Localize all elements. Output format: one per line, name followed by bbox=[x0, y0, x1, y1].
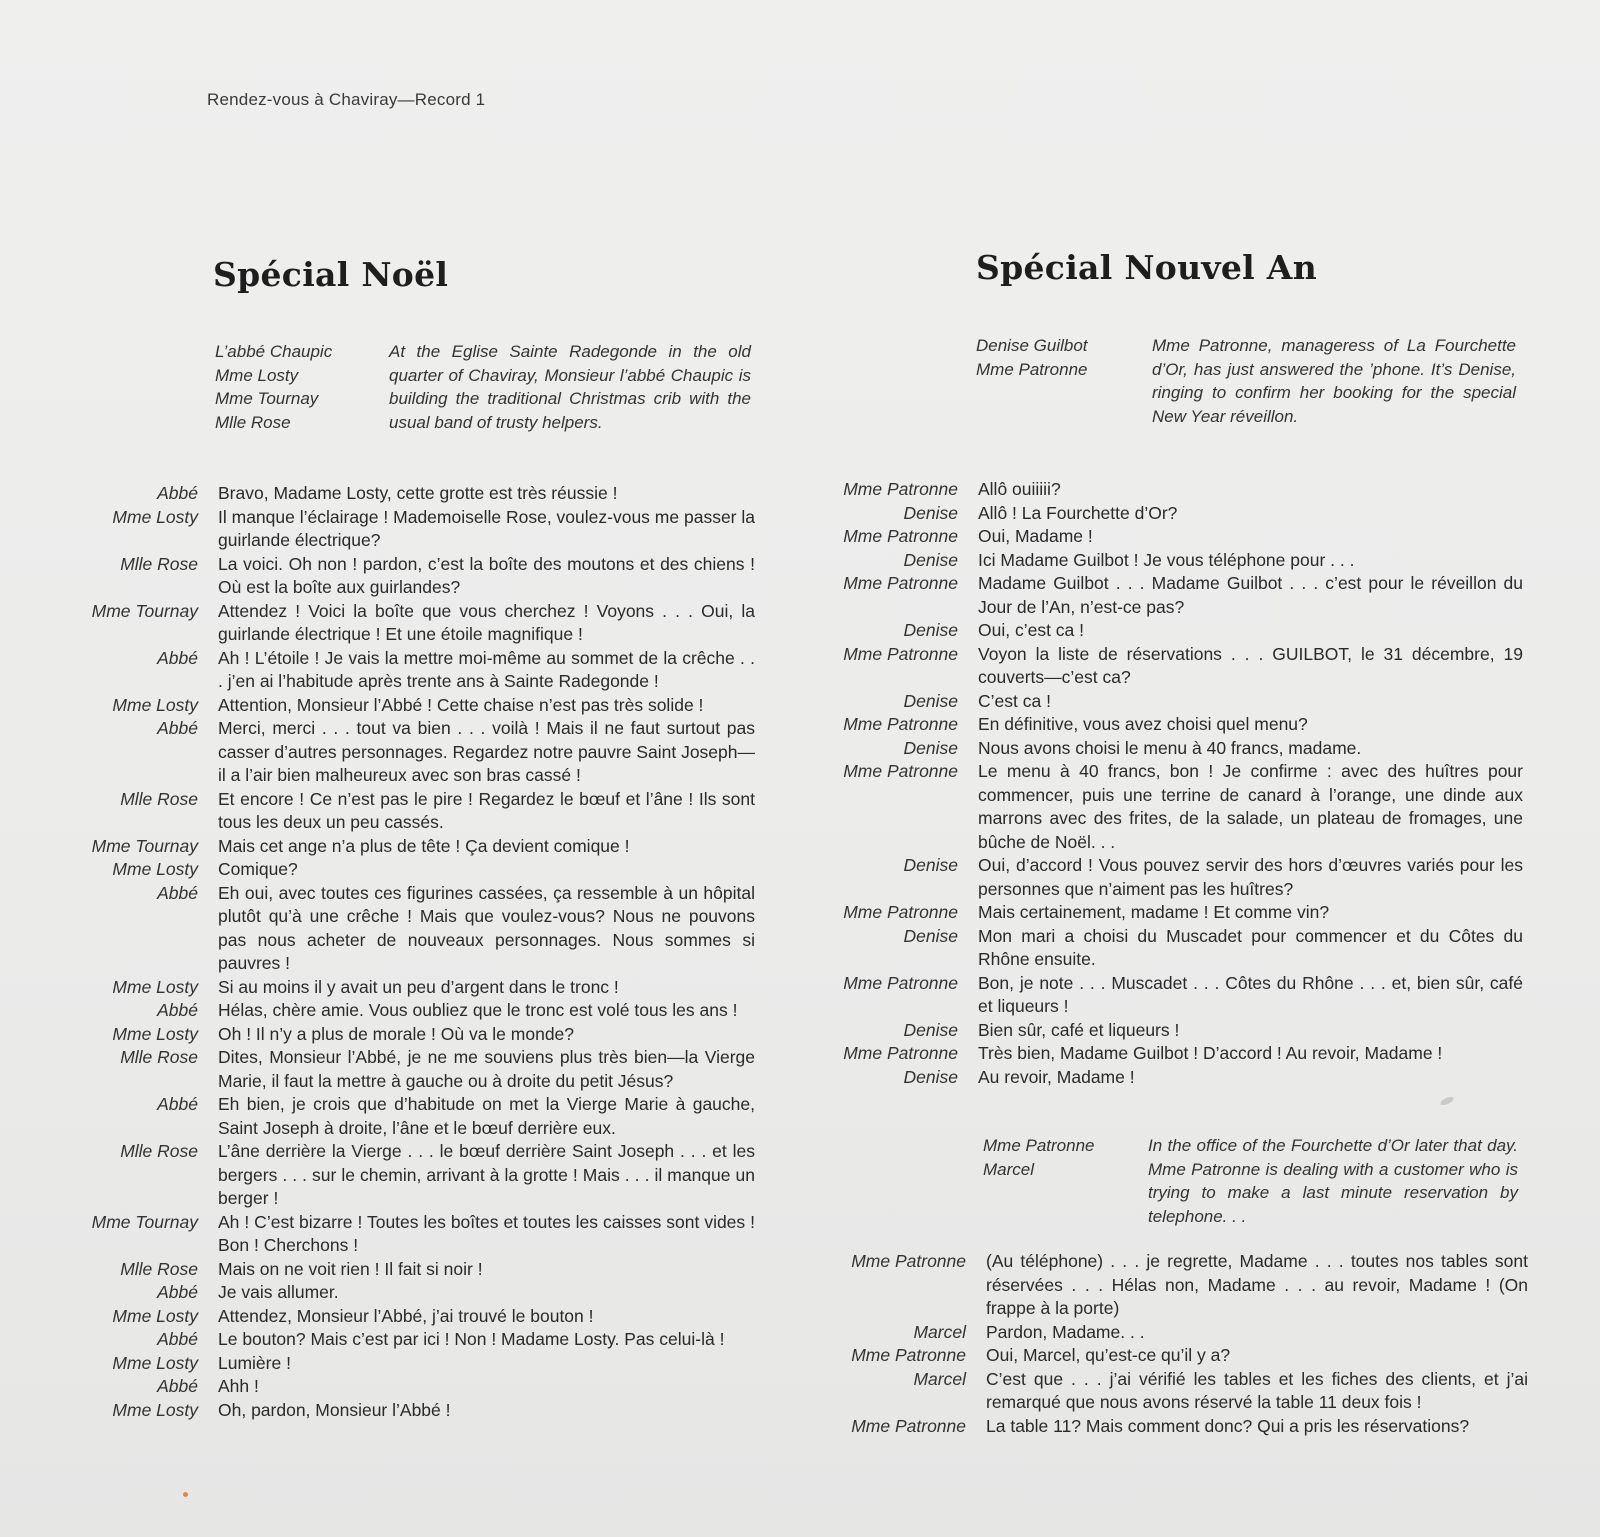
right-dialogue bbox=[800, 478, 1523, 1089]
dialogue-line bbox=[0, 1375, 755, 1399]
speaker-name: Mme Patronne bbox=[843, 573, 958, 593]
speaker-name: Mme Tournay bbox=[91, 600, 198, 621]
dialogue-text: Ici Madame Guilbot ! Je vous téléphone pour . . . bbox=[978, 549, 1355, 570]
dialogue-text: Bravo, Madame Losty, cette grotte est très réussie ! bbox=[218, 483, 618, 503]
dialogue-text: Allô ! La Fourchette d’Or? bbox=[978, 502, 1178, 523]
dialogue-text: Hélas, chère amie. Vous oubliez que le tronc est volé tous les ans ! bbox=[218, 1000, 738, 1020]
dialogue-text: Mais on ne voit rien ! Il fait si noir ! bbox=[218, 1258, 483, 1279]
dialogue-line bbox=[0, 999, 755, 1023]
dialogue-line bbox=[800, 690, 1523, 714]
dialogue-line bbox=[808, 1344, 1528, 1368]
speaker-name: Marcel bbox=[913, 1368, 966, 1389]
character-name: Mme Patronne bbox=[983, 1136, 1095, 1155]
speaker-name: Mme Patronne bbox=[843, 1043, 958, 1063]
dialogue-text: Dites, Monsieur l’Abbé, je ne me souviens plus très bien—la Vierge Marie, il faut la mettre à gauche ou à droite du petit Jésus? bbox=[218, 1047, 755, 1091]
dialogue-line bbox=[0, 482, 755, 506]
left-characters bbox=[215, 340, 332, 434]
dialogue-text: Il manque l’éclairage ! Mademoiselle Rose, voulez-vous me passer la guirlande électrique? bbox=[218, 506, 755, 550]
dialogue-text: C’est que . . . j’ai vérifié les tables et les fiches des clients, et j’ai remarqué que nous avons réservé la table 11 deux fois ! bbox=[986, 1368, 1528, 1412]
dialogue-text: Comique? bbox=[218, 859, 298, 879]
dialogue-line bbox=[800, 572, 1523, 619]
speaker-name: Mme Losty bbox=[112, 1305, 198, 1326]
dialogue-text: Attendez, Monsieur l’Abbé, j’ai trouvé le bouton ! bbox=[218, 1305, 594, 1326]
speaker-name: Abbé bbox=[157, 1094, 198, 1114]
page-header: Rendez-vous à Chaviray—Record 1 bbox=[207, 90, 486, 109]
speaker-name: Abbé bbox=[157, 647, 198, 668]
dialogue-text: (Au téléphone) . . . je regrette, Madame . . . toutes nos tables sont réservées . . . Hélas non, Madame . . . au revoir, Madame ! (On frappe à la porte) bbox=[986, 1251, 1528, 1318]
dialogue-line bbox=[0, 694, 755, 718]
dialogue-text: Le menu à 40 francs, bon ! Je confirme : avec des huîtres pour commencer, puis une terrine de canard à l’orange, une dinde aux marrons avec des frites, de la salade, un plateau de fromages, une bûche de Noël. . . bbox=[978, 761, 1523, 852]
speaker-name: Denise bbox=[903, 690, 958, 711]
speaker-name: Mme Patronne bbox=[843, 714, 958, 734]
speaker-name: Abbé bbox=[157, 718, 198, 738]
dialogue-text: Je vais allumer. bbox=[218, 1282, 339, 1302]
dialogue-line bbox=[800, 502, 1523, 526]
dialogue-line bbox=[0, 1352, 755, 1376]
dialogue-text: Au revoir, Madame ! bbox=[978, 1066, 1135, 1087]
speaker-name: Mlle Rose bbox=[120, 788, 198, 809]
speaker-name: Denise bbox=[903, 1019, 958, 1040]
dialogue-text: Eh oui, avec toutes ces figurines cassées, ça ressemble à un hôpital plutôt qu’à une crêche ! Mais que voulez-vous? Nous ne pouvons pas nous acheter de nouveaux personnages. Nous sommes si pauvres ! bbox=[218, 882, 755, 973]
dialogue-text: Allô ouiiiii? bbox=[978, 479, 1061, 499]
speaker-name: Mlle Rose bbox=[120, 1047, 198, 1067]
speaker-name: Denise bbox=[903, 549, 958, 570]
speaker-name: Mme Losty bbox=[112, 1352, 198, 1373]
dialogue-line bbox=[800, 525, 1523, 549]
dialogue-text: Oui, Marcel, qu’est-ce qu’il y a? bbox=[986, 1345, 1231, 1365]
right-dialogue-2 bbox=[808, 1250, 1528, 1438]
paper-smudge bbox=[1439, 1095, 1454, 1106]
dialogue-line bbox=[0, 1258, 755, 1282]
dialogue-text: Très bien, Madame Guilbot ! D’accord ! Au revoir, Madame ! bbox=[978, 1043, 1443, 1063]
dialogue-line bbox=[0, 1305, 755, 1329]
dialogue-text: La table 11? Mais comment donc? Qui a pris les réservations? bbox=[986, 1415, 1470, 1436]
dialogue-text: Oui, c’est ca ! bbox=[978, 620, 1085, 640]
speaker-name: Mme Losty bbox=[112, 976, 198, 997]
dialogue-line bbox=[800, 854, 1523, 901]
speaker-name: Denise bbox=[903, 737, 958, 758]
dialogue-line bbox=[800, 619, 1523, 643]
dialogue-line bbox=[0, 1140, 755, 1211]
dialogue-text: Nous avons choisi le menu à 40 francs, madame. bbox=[978, 737, 1362, 758]
speaker-name: Mme Tournay bbox=[91, 1211, 198, 1232]
dialogue-line bbox=[0, 1328, 755, 1352]
dialogue-text: Bon, je note . . . Muscadet . . . Côtes du Rhône . . . et, bien sûr, café et liqueurs ! bbox=[978, 972, 1523, 1016]
dialogue-line bbox=[0, 1281, 755, 1305]
speaker-name: Mme Patronne bbox=[843, 479, 958, 499]
right-description: Mme Patronne, manageress of La Fourchette d’Or, has just answered the ’phone. It’s Denise, ringing to confirm her booking for the special New Year réveillon. bbox=[1152, 336, 1516, 426]
dialogue-line bbox=[0, 1211, 755, 1258]
speaker-name: Mme Patronne bbox=[851, 1415, 966, 1436]
dialogue-text: Le bouton? Mais c’est par ici ! Non ! Madame Losty. Pas celui-là ! bbox=[218, 1329, 725, 1349]
speaker-name: Abbé bbox=[157, 483, 198, 503]
dialogue-line bbox=[808, 1250, 1528, 1321]
speaker-name: Denise bbox=[903, 925, 958, 946]
speaker-name: Mme Tournay bbox=[91, 835, 198, 856]
dialogue-text: Mais certainement, madame ! Et comme vin? bbox=[978, 902, 1330, 922]
dialogue-line bbox=[800, 1042, 1523, 1066]
speaker-name: Abbé bbox=[157, 1329, 198, 1349]
dialogue-text: Oui, Madame ! bbox=[978, 526, 1093, 546]
dialogue-line bbox=[0, 717, 755, 788]
left-title: Spécial Noël bbox=[213, 255, 449, 294]
dialogue-line bbox=[800, 713, 1523, 737]
dialogue-text: Oui, d’accord ! Vous pouvez servir des hors d’œuvres variés pour les personnes que n’aiment pas les huîtres? bbox=[978, 855, 1523, 899]
left-dialogue bbox=[0, 482, 755, 1422]
dialogue-text: Voyon la liste de réservations . . . GUILBOT, le 31 décembre, 19 couverts—c’est ca? bbox=[978, 643, 1523, 687]
dialogue-line bbox=[800, 737, 1523, 761]
speaker-name: Denise bbox=[903, 502, 958, 523]
character-name: L’abbé Chaupic bbox=[215, 342, 333, 361]
dialogue-text: Bien sûr, café et liqueurs ! bbox=[978, 1019, 1180, 1040]
dialogue-line bbox=[0, 553, 755, 600]
speaker-name: Mme Patronne bbox=[843, 526, 958, 546]
left-description: At the Eglise Sainte Radegonde in the old quarter of Chaviray, Monsieur l’abbé Chaupic is building the traditional Christmas crib with the usual band of trusty helpers. bbox=[389, 342, 751, 432]
speaker-name: Mme Patronne bbox=[851, 1251, 966, 1271]
dialogue-text: Si au moins il y avait un peu d’argent dans le tronc ! bbox=[218, 976, 619, 997]
dialogue-text: Oh ! Il n’y a plus de morale ! Où va le monde? bbox=[218, 1023, 575, 1044]
right-title: Spécial Nouvel An bbox=[976, 248, 1317, 287]
paper-speck bbox=[183, 1492, 188, 1497]
dialogue-line bbox=[0, 1023, 755, 1047]
dialogue-text: Attendez ! Voici la boîte que vous cherchez ! Voyons . . . Oui, la guirlande électrique ! Et une étoile magnifique ! bbox=[218, 600, 755, 644]
speaker-name: Abbé bbox=[157, 1282, 198, 1302]
speaker-name: Denise bbox=[903, 855, 958, 875]
speaker-name: Mlle Rose bbox=[120, 1141, 198, 1161]
dialogue-line bbox=[808, 1321, 1528, 1345]
dialogue-line bbox=[800, 478, 1523, 502]
dialogue-text: Ah ! C’est bizarre ! Toutes les boîtes et toutes les caisses sont vides ! Bon ! Cherchons ! bbox=[218, 1211, 755, 1255]
dialogue-line bbox=[800, 972, 1523, 1019]
speaker-name: Mlle Rose bbox=[120, 553, 198, 574]
dialogue-line bbox=[0, 788, 755, 835]
speaker-name: Mme Patronne bbox=[851, 1345, 966, 1365]
dialogue-text: Pardon, Madame. . . bbox=[986, 1321, 1145, 1342]
speaker-name: Denise bbox=[903, 620, 958, 640]
dialogue-text: Lumière ! bbox=[218, 1352, 291, 1373]
dialogue-line bbox=[800, 760, 1523, 854]
speaker-name: Abbé bbox=[157, 1000, 198, 1020]
speaker-name: Marcel bbox=[913, 1321, 966, 1342]
dialogue-text: Attention, Monsieur l’Abbé ! Cette chaise n’est pas très solide ! bbox=[218, 694, 704, 715]
speaker-name: Mme Patronne bbox=[843, 761, 958, 781]
character-name: Denise Guilbot bbox=[976, 336, 1088, 355]
speaker-name: Abbé bbox=[157, 1376, 198, 1396]
dialogue-text: Oh, pardon, Monsieur l’Abbé ! bbox=[218, 1399, 451, 1420]
dialogue-line bbox=[0, 506, 755, 553]
right-characters-2 bbox=[983, 1134, 1095, 1181]
right-description-2: In the office of the Fourchette d’Or later that day. Mme Patronne is dealing with a customer who is trying to make a last minute reservation by telephone. . . bbox=[1148, 1136, 1518, 1226]
dialogue-text: Ahh ! bbox=[218, 1376, 259, 1396]
dialogue-text: Ah ! L’étoile ! Je vais la mettre moi-même au sommet de la crêche . . . j’en ai l’habitude après trente ans à Sainte Radegonde ! bbox=[218, 647, 755, 691]
dialogue-line bbox=[808, 1368, 1528, 1415]
speaker-name: Mme Patronne bbox=[843, 643, 958, 664]
dialogue-text: Eh bien, je crois que d’habitude on met la Vierge Marie à gauche, Saint Joseph à droite, l’âne et le bœuf derrière eux. bbox=[218, 1094, 755, 1138]
dialogue-text: La voici. Oh non ! pardon, c’est la boîte des moutons et des chiens ! Où est la boîte aux guirlandes? bbox=[218, 553, 755, 597]
dialogue-text: Mon mari a choisi du Muscadet pour commencer et du Côtes du Rhône ensuite. bbox=[978, 925, 1523, 969]
dialogue-line bbox=[0, 1399, 755, 1423]
speaker-name: Mme Losty bbox=[112, 1399, 198, 1420]
dialogue-line bbox=[0, 647, 755, 694]
dialogue-text: L’âne derrière la Vierge . . . le bœuf derrière Saint Joseph . . . et les bergers . . . sur le chemin, arrivant à la grotte ! Mais . . . il manque un berger ! bbox=[218, 1141, 755, 1208]
speaker-name: Mme Losty bbox=[112, 859, 198, 879]
dialogue-line bbox=[800, 1019, 1523, 1043]
dialogue-line bbox=[0, 600, 755, 647]
dialogue-text: Mais cet ange n’a plus de tête ! Ça devient comique ! bbox=[218, 835, 630, 856]
speaker-name: Abbé bbox=[157, 882, 198, 903]
dialogue-line bbox=[800, 925, 1523, 972]
dialogue-text: Merci, merci . . . tout va bien . . . voilà ! Mais il ne faut surtout pas casser d’autres personnages. Regardez notre pauvre Saint Joseph—il a l’air bien malheureux avec son bras cassé ! bbox=[218, 718, 755, 785]
character-name: Mme Patronne bbox=[976, 359, 1088, 379]
speaker-name: Mme Losty bbox=[112, 694, 198, 715]
dialogue-text: C’est ca ! bbox=[978, 690, 1051, 711]
speaker-name: Mme Patronne bbox=[843, 972, 958, 993]
dialogue-text: Et encore ! Ce n’est pas le pire ! Regardez le bœuf et l’âne ! Ils sont tous les deux un peu cassés. bbox=[218, 788, 755, 832]
character-name: Mme Tournay bbox=[215, 389, 319, 408]
dialogue-line bbox=[800, 549, 1523, 573]
dialogue-line bbox=[800, 1066, 1523, 1090]
speaker-name: Denise bbox=[903, 1066, 958, 1087]
dialogue-line bbox=[0, 858, 755, 882]
character-name: Marcel bbox=[983, 1159, 1035, 1179]
speaker-name: Mme Losty bbox=[112, 506, 198, 527]
dialogue-line bbox=[0, 1046, 755, 1093]
speaker-name: Mlle Rose bbox=[120, 1258, 198, 1279]
dialogue-line bbox=[0, 1093, 755, 1140]
dialogue-text: Madame Guilbot . . . Madame Guilbot . . . c’est pour le réveillon du Jour de l’An, n’est-ce pas? bbox=[978, 573, 1523, 617]
dialogue-line bbox=[0, 882, 755, 976]
character-name: Mme Losty bbox=[215, 365, 299, 385]
dialogue-line bbox=[800, 643, 1523, 690]
speaker-name: Mme Losty bbox=[112, 1023, 198, 1044]
dialogue-text: En définitive, vous avez choisi quel menu? bbox=[978, 714, 1308, 734]
dialogue-line bbox=[800, 901, 1523, 925]
speaker-name: Mme Patronne bbox=[843, 902, 958, 922]
dialogue-line bbox=[0, 835, 755, 859]
right-characters bbox=[976, 334, 1088, 381]
character-name: Mlle Rose bbox=[215, 412, 291, 432]
dialogue-line bbox=[808, 1415, 1528, 1439]
dialogue-line bbox=[0, 976, 755, 1000]
